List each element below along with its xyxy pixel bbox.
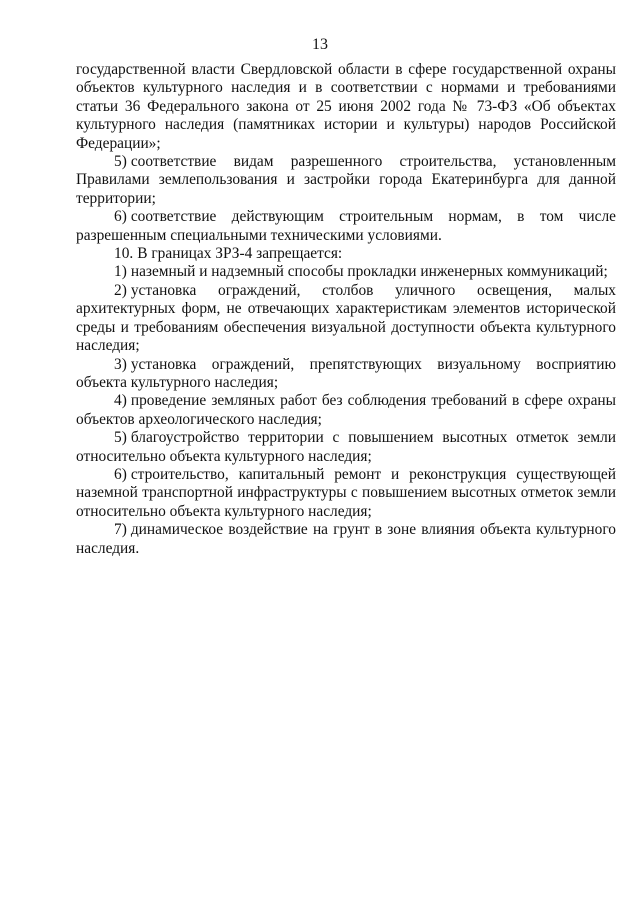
list-item-number: 3) [114,355,127,373]
list-item-number: 1) [114,263,127,281]
list-item-text: проведение земляных работ без соблюдения требований в сфере охраны объектов археологического наследия; [76,392,616,428]
section-number: 10. [114,245,134,263]
paragraph-continuation [76,61,616,153]
list-item-text: соответствие видам разрешенного строительства, установленным Правилами землепользования и застройки города Екатеринбурга для данной территории; [76,153,616,207]
list-item [76,282,616,356]
list-item-text: установка ограждений, препятствующих визуальному восприятию объекта культурного наследия; [76,355,616,391]
list-item-number: 7) [114,521,127,539]
list-item-text: строительство, капитальный ремонт и реконструкция существующей наземной транспортной инфраструктуры с повышением высотных отметок земли относительно объекта культурного наследия; [76,465,616,520]
list-item-text: соответствие действующим строительным нормам, в том числе разрешенным специальными техническими условиями. [76,208,616,244]
list-item-number: 5) [114,429,127,447]
list-item-number: 2) [114,281,127,299]
list-item [76,263,616,281]
list-item [76,392,616,429]
paragraph-text: государственной власти Свердловской области в сфере государственной охраны объектов культурного наследия и в соответствии с нормами и требованиями статьи 36 Федерального закона от 25 июня 2002 года № 73-ФЗ «Об объектах культурного наследия (памятниках истории и культуры) народов Российской Федерации»; [76,61,616,152]
page-number: 13 [312,36,328,53]
list-item-number: 4) [114,392,127,410]
list-item [76,521,616,558]
list-item-text: наземный и надземный способы прокладки инженерных коммуникаций; [130,263,608,281]
section-heading-text: В границах ЗРЗ-4 запрещается: [137,245,343,263]
list-item [76,466,616,521]
list-item-number: 6) [114,465,127,483]
list-item [76,153,616,208]
list-item [76,208,616,245]
section-heading [76,245,616,263]
document-body [76,61,616,558]
list-item-text: установка ограждений, столбов уличного освещения, малых архитектурных форм, не отвечающих характеристикам элементов исторической среды и требованиям обеспечения визуальной доступности объекта культурного наследия; [76,281,616,355]
list-item-number: 6) [114,208,127,226]
list-item-text: динамическое воздействие на грунт в зоне влияния объекта культурного наследия. [76,521,616,557]
list-item-number: 5) [114,153,127,171]
list-item [76,429,616,466]
list-item-text: благоустройство территории с повышением высотных отметок земли относительно объекта культурного наследия; [76,429,616,465]
list-item [76,356,616,393]
